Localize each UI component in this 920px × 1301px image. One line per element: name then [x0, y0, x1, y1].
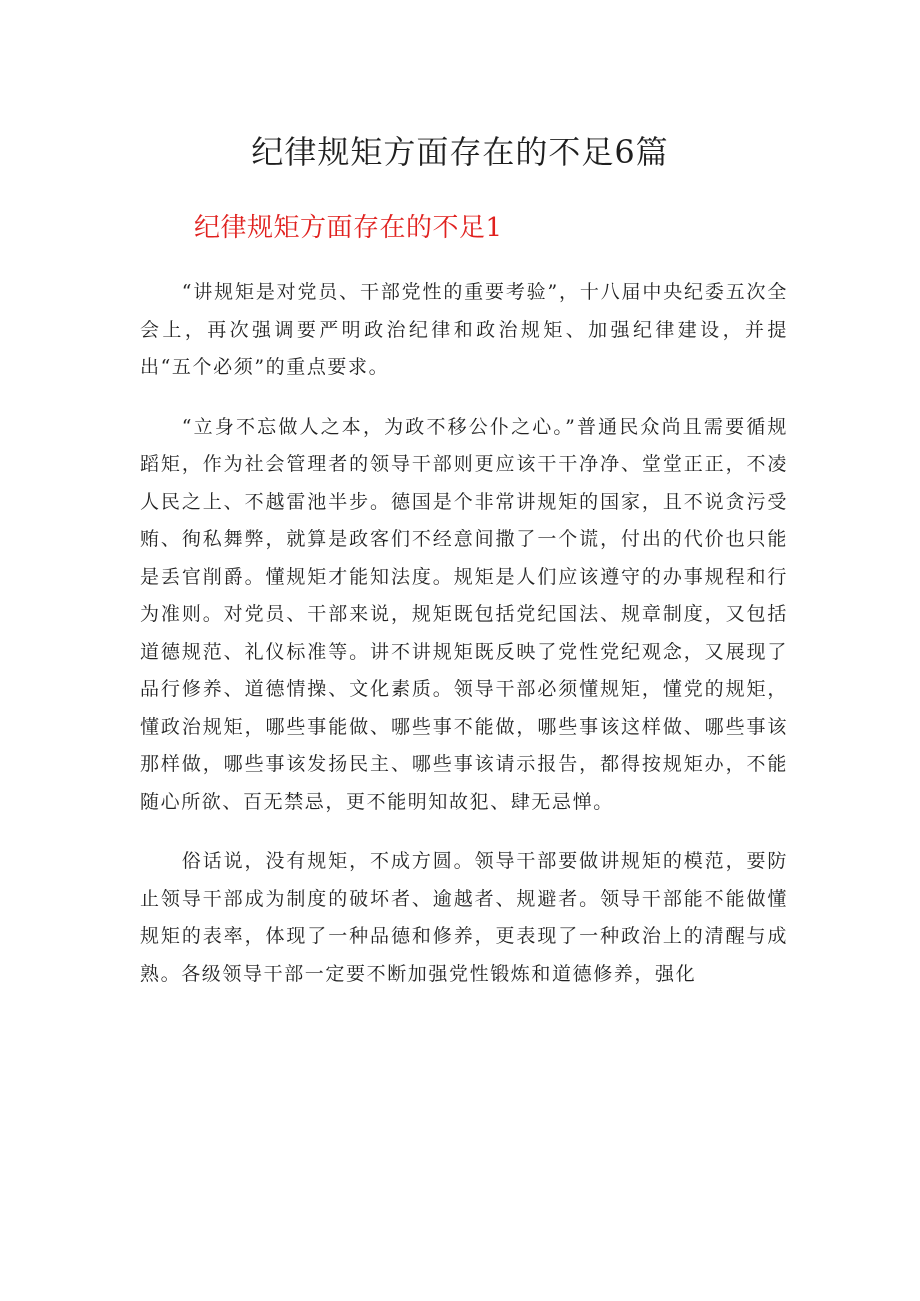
section-heading: 纪律规矩方面存在的不足1 — [194, 213, 503, 243]
document-title: 纪律规矩方面存在的不足6篇 — [251, 133, 669, 171]
paragraph-1: “讲规矩是对党员、干部党性的重要考验”，十八届中央纪委五次全会上，再次强调要严明政治纪律和政治规矩、加强纪律建设，并提出“五个必须”的重点要求。 — [140, 281, 788, 378]
document-body — [140, 274, 788, 1015]
paragraph-3: 俗话说，没有规矩，不成方圆。领导干部要做讲规矩的模范，要防止领导干部成为制度的破坏者、逾越者、规避者。领导干部能不能做懂规矩的表率，体现了一种品德和修养，更表现了一种政治上的清醒与成熟。各级领导干部一定要不断加强党性锻炼和道德修养，强化 — [140, 850, 788, 985]
paragraph-2: “立身不忘做人之本，为政不移公仆之心。”普通民众尚且需要循规蹈矩，作为社会管理者的领导干部则更应该干干净净、堂堂正正，不凌人民之上、不越雷池半步。德国是个非常讲规矩的国家，且不说贪污受贿、徇私舞弊，就算是政客们不经意间撒了一个谎，付出的代价也只能是丢官削爵。懂规矩才能知法度。规矩是人们应该遵守的办事规程和行为准则。对党员、干部来说，规矩既包括党纪国法、规章制度，又包括道德规范、礼仪标准等。讲不讲规矩既反映了党性党纪观念，又展现了品行修养、道德情操、文化素质。领导干部必须懂规矩，懂党的规矩，懂政治规矩，哪些事能做、哪些事不能做，哪些事该这样做、哪些事该那样做，哪些事该发扬民主、哪些事该请示报告，都得按规矩办，不能随心所欲、百无禁忌，更不能明知故犯、肆无忌惮。 — [140, 415, 788, 813]
